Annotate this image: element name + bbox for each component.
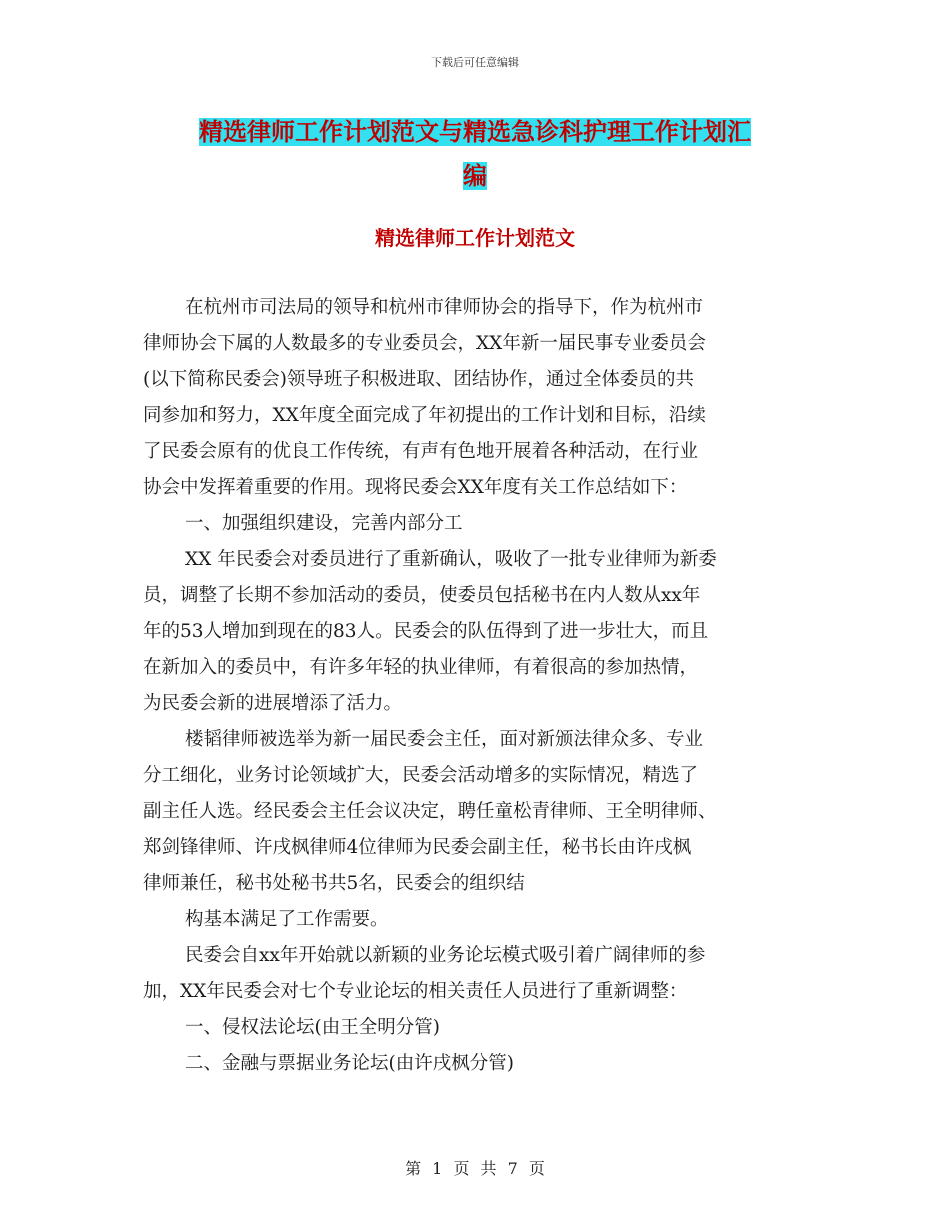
page-footer: 第 1 页 共 7 页	[405, 1159, 545, 1178]
body-line: (以下简称民委会)领导班子积极进取、团结协作，通过全体委员的共	[143, 369, 694, 390]
body-line: 员，调整了长期不参加活动的委员，使委员包括秘书在内人数从xx年	[143, 585, 701, 606]
body-line: XX 年民委会对委员进行了重新确认，吸收了一批专业律师为新委	[185, 549, 717, 570]
body-line: 郑剑锋律师、许戌枫律师4位律师为民委会副主任，秘书长由许戌枫	[143, 837, 692, 858]
document-title-line-1: 精选律师工作计划范文与精选急诊科护理工作计划汇	[199, 118, 751, 146]
body-line: 律师协会下属的人数最多的专业委员会，XX年新一届民事专业委员会	[143, 333, 706, 354]
body-line: 楼韬律师被选举为新一届民委会主任，面对新颁法律众多、专业	[185, 729, 704, 750]
body-line: 在杭州市司法局的领导和杭州市律师协会的指导下，作为杭州市	[185, 297, 704, 318]
body-list-item: 二、金融与票据业务论坛(由许戌枫分管)	[185, 1053, 514, 1074]
body-line: 律师兼任，秘书处秘书共5名，民委会的组织结	[143, 873, 525, 894]
body-text	[143, 290, 808, 1082]
body-line: 副主任人选。经民委会主任会议决定，聘任童松青律师、王全明律师、	[143, 801, 717, 822]
body-heading: 一、加强组织建设，完善内部分工	[185, 513, 463, 534]
body-line: 民委会自xx年开始就以新颖的业务论坛模式吸引着广阔律师的参	[185, 945, 706, 966]
body-line: 构基本满足了工作需要。	[185, 909, 389, 930]
body-list-item: 一、侵权法论坛(由王全明分管)	[185, 1017, 440, 1038]
document-title-line-2: 编	[463, 162, 487, 190]
body-line: 分工细化，业务讨论领域扩大，民委会活动增多的实际情况，精选了	[143, 765, 699, 786]
body-line: 为民委会新的进展增添了活力。	[143, 693, 403, 714]
body-line: 协会中发挥着重要的作用。现将民委会XX年度有关工作总结如下：	[143, 477, 688, 498]
body-line: 同参加和努力，XX年度全面完成了年初提出的工作计划和目标，沿续	[143, 405, 706, 426]
page-header-note: 下载后可任意编辑	[431, 56, 519, 69]
body-line: 加，XX年民委会对七个专业论坛的相关责任人员进行了重新调整：	[143, 981, 688, 1002]
body-line: 在新加入的委员中，有许多年轻的执业律师，有着很高的参加热情，	[143, 657, 699, 678]
document-title	[150, 110, 800, 198]
section-title: 精选律师工作计划范文	[375, 226, 575, 250]
body-line: 了民委会原有的优良工作传统，有声有色地开展着各种活动，在行业	[143, 441, 699, 462]
body-line: 年的53人增加到现在的83人。民委会的队伍得到了进一步壮大，而且	[143, 621, 709, 642]
